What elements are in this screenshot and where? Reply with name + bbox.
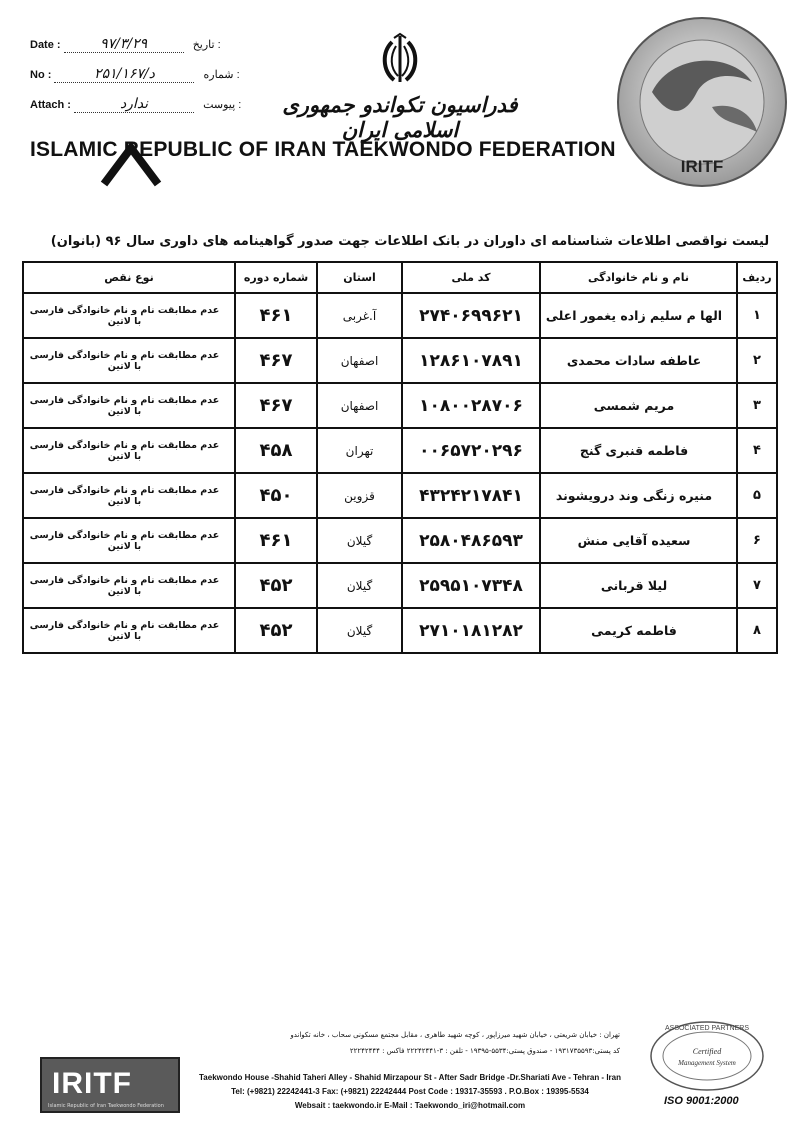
cell-code: ۲۵۹۵۱۰۷۳۴۸	[402, 563, 540, 608]
cell-issue: عدم مطابقت نام و نام خانوادگی فارسی با لاتین	[23, 338, 235, 383]
cell-course: ۴۶۱	[235, 293, 317, 338]
header-issue: نوع نقص	[23, 262, 235, 293]
cell-province: گیلان	[317, 563, 402, 608]
table-row	[23, 563, 777, 608]
footer-contact-en: Tel: (+9821) 22242441-3 Fax: (+9821) 22242444 Post Code : 19317-35593 . P.O.Box : 19395-5534	[231, 1087, 589, 1096]
cell-course: ۴۶۷	[235, 383, 317, 428]
cert-ring-text: ASSOCIATED PARTNERS	[664, 1025, 750, 1032]
cell-code: ۱۰۸۰۰۲۸۷۰۶	[402, 383, 540, 428]
table-row	[23, 428, 777, 473]
cell-name: عاطفه سادات محمدی	[540, 338, 737, 383]
cell-idx: ۱	[737, 293, 777, 338]
cell-issue: عدم مطابقت نام و نام خانوادگی فارسی با لاتین	[23, 563, 235, 608]
cell-province: اصفهان	[317, 383, 402, 428]
cell-course: ۴۶۱	[235, 518, 317, 563]
footer-address-en: Taekwondo House -Shahid Taheri Alley - Shahid Mirzapour St - After Sadr Bridge -Dr.Shariati Ave - Tehran - Iran	[199, 1073, 621, 1082]
cell-name: فاطمه کریمی	[540, 608, 737, 653]
cell-code: ۲۷۱۰۱۸۱۲۸۲	[402, 608, 540, 653]
header-course: شماره دوره	[235, 262, 317, 293]
table-row	[23, 338, 777, 383]
referees-table	[22, 261, 778, 654]
cell-issue: عدم مطابقت نام و نام خانوادگی فارسی با لاتین	[23, 473, 235, 518]
footer-logo-subtext: Islamic Republic of Iran Taekwondo Federation	[48, 1103, 164, 1109]
cell-idx: ۳	[737, 383, 777, 428]
cell-name: الها م سلیم زاده یغمور اعلی	[540, 293, 737, 338]
header-code: کد ملی	[402, 262, 540, 293]
footer-contact-fa: کد پستی:۱۹۳۱۷۳۵۵۹۳ - صندوق پستی:۵۵۳۴-۱۹۳۹۵ - تلفن : ۳-۲۲۲۴۲۴۴۱ فاکس : ۲۲۲۴۲۴۴۴	[349, 1047, 620, 1055]
cell-course: ۴۶۷	[235, 338, 317, 383]
federation-name-fa: فدراسیون تکواندو جمهوری اسلامی ایران	[282, 92, 518, 142]
cell-course: ۴۵۸	[235, 428, 317, 473]
attach-value: ندارد	[74, 96, 194, 113]
cell-code: ۴۳۲۴۲۱۷۸۴۱	[402, 473, 540, 518]
cell-name: لیلا قربانی	[540, 563, 737, 608]
cell-course: ۴۵۰	[235, 473, 317, 518]
cell-course: ۴۵۲	[235, 608, 317, 653]
cell-province: گیلان	[317, 518, 402, 563]
footer-logo-text: IRITF	[52, 1067, 132, 1100]
header-name: نام و نام خانوادگی	[540, 262, 737, 293]
cell-code: ۰۰۶۵۷۲۰۲۹۶	[402, 428, 540, 473]
header-province: استان	[317, 262, 402, 293]
cell-code: ۲۵۸۰۴۸۶۵۹۳	[402, 518, 540, 563]
iso-label: ISO 9001:2000	[664, 1095, 739, 1107]
attach-line	[30, 96, 241, 113]
cell-issue: عدم مطابقت نام و نام خانوادگی فارسی با لاتین	[23, 428, 235, 473]
cell-name: مریم شمسی	[540, 383, 737, 428]
cell-issue: عدم مطابقت نام و نام خانوادگی فارسی با لاتین	[23, 608, 235, 653]
cell-province: اصفهان	[317, 338, 402, 383]
cell-course: ۴۵۲	[235, 563, 317, 608]
cell-idx: ۶	[737, 518, 777, 563]
footer-web-en: Websait : taekwondo.ir E-Mail : Taekwondo_iri@hotmail.com	[294, 1101, 526, 1110]
cert-center-text-1: Certified	[692, 1047, 722, 1056]
date-line	[30, 36, 221, 53]
attach-label: Attach :	[30, 99, 71, 111]
chevron-mark-icon	[100, 140, 162, 190]
cell-idx: ۷	[737, 563, 777, 608]
cert-center-text-2: Management System	[678, 1059, 736, 1067]
number-value: ۲۵۱/۱۶۷/د	[54, 66, 194, 83]
date-label-fa: تاریخ :	[192, 39, 221, 51]
iran-emblem-icon	[374, 32, 426, 88]
number-label: No :	[30, 69, 52, 81]
table-header-row	[23, 262, 777, 293]
federation-name-en: ISLAMIC REPUBLIC OF IRAN TAEKWONDO FEDERATION	[30, 138, 616, 161]
number-label-fa: شماره :	[203, 69, 240, 81]
cell-issue: عدم مطابقت نام و نام خانوادگی فارسی با لاتین	[23, 518, 235, 563]
table-row	[23, 293, 777, 338]
cell-province: گیلان	[317, 608, 402, 653]
federation-logo-icon	[612, 12, 792, 192]
cell-name: منیره زنگی وند درویشوند	[540, 473, 737, 518]
cell-province: آ.غربی	[317, 293, 402, 338]
certification-seal-icon	[648, 1016, 766, 1092]
table-row	[23, 518, 777, 563]
attach-label-fa: پیوست :	[203, 99, 242, 111]
logo-text: IRITF	[680, 157, 724, 176]
document-title: لیست نواقصی اطلاعات شناسنامه ای داوران در بانک اطلاعات جهت صدور گواهینامه های داوری سال ۹۶ (بانوان)	[50, 234, 770, 249]
table-row	[23, 383, 777, 428]
table-row	[23, 473, 777, 518]
cell-idx: ۲	[737, 338, 777, 383]
cell-province: قزوین	[317, 473, 402, 518]
cell-issue: عدم مطابقت نام و نام خانوادگی فارسی با لاتین	[23, 383, 235, 428]
cell-idx: ۵	[737, 473, 777, 518]
header-idx: ردیف	[737, 262, 777, 293]
number-line	[30, 66, 240, 83]
cell-code: ۱۲۸۶۱۰۷۸۹۱	[402, 338, 540, 383]
cell-issue: عدم مطابقت نام و نام خانوادگی فارسی با لاتین	[23, 293, 235, 338]
cell-idx: ۴	[737, 428, 777, 473]
date-value: ۹۷/۳/۲۹	[64, 36, 184, 53]
cell-name: سعیده آقایی منش	[540, 518, 737, 563]
footer-address-fa: تهران : خیابان شریعتی ، خیابان شهید میرزاپور ، کوچه شهید طاهری ، مقابل مجتمع مسکونی سحاب ، خانه تکواندو	[290, 1031, 620, 1039]
footer-logo	[40, 1057, 180, 1113]
cell-code: ۲۷۴۰۶۹۹۶۲۱	[402, 293, 540, 338]
cell-province: تهران	[317, 428, 402, 473]
cell-name: فاطمه قنبری گنج	[540, 428, 737, 473]
cell-idx: ۸	[737, 608, 777, 653]
date-label: Date :	[30, 39, 61, 51]
table-row	[23, 608, 777, 653]
